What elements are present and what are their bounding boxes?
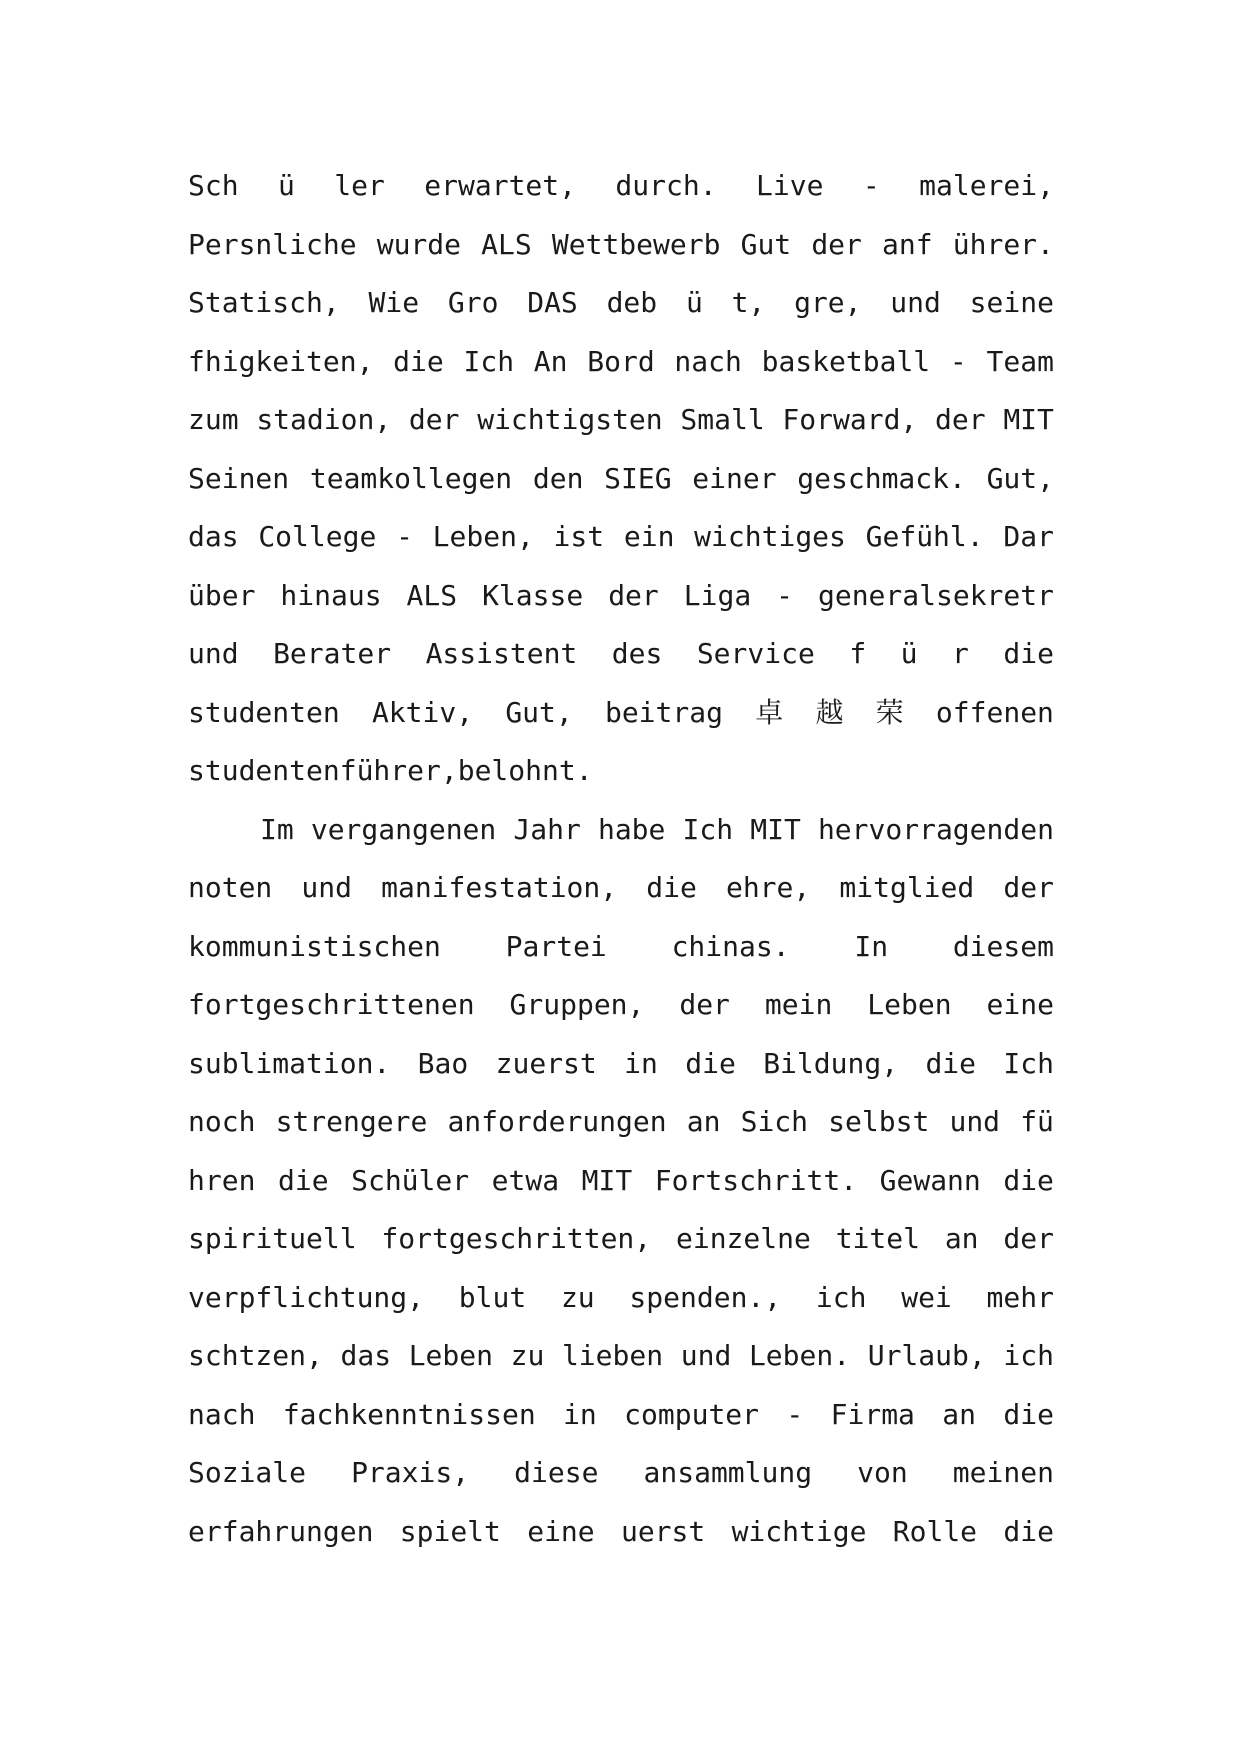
word: ALS xyxy=(406,578,458,612)
word: Ich xyxy=(463,344,515,378)
word: Firma xyxy=(830,1397,915,1431)
word: Fortschritt. xyxy=(654,1163,858,1197)
word: Aktiv, xyxy=(371,695,474,729)
word: Bao xyxy=(417,1046,469,1080)
word: stadion, xyxy=(256,403,392,436)
word: blut xyxy=(458,1280,527,1314)
text-line xyxy=(188,684,1054,743)
word: uerst xyxy=(620,1514,706,1548)
word: Seinen xyxy=(188,461,290,495)
word: das xyxy=(340,1339,392,1372)
word: anforderungen xyxy=(447,1105,667,1138)
word: Gut, xyxy=(986,461,1054,495)
word: ehre, xyxy=(725,871,811,904)
word: - xyxy=(396,520,413,553)
word: eine xyxy=(986,988,1054,1021)
word: beitrag xyxy=(604,695,723,729)
word: Bildung, xyxy=(763,1046,899,1080)
text-line xyxy=(188,157,1054,216)
word: studentenführer, xyxy=(188,754,458,787)
word: - xyxy=(786,1397,804,1431)
word: mitglied xyxy=(839,871,975,904)
word: Sich xyxy=(740,1105,809,1138)
word: die xyxy=(1003,1397,1054,1431)
word: Assistent xyxy=(425,637,578,670)
word: und xyxy=(301,871,352,904)
word: 越 xyxy=(815,695,844,729)
text-line xyxy=(188,1210,1054,1269)
text-line xyxy=(188,976,1054,1035)
word: nach xyxy=(188,1397,256,1431)
text-line xyxy=(188,1327,1054,1386)
text-line xyxy=(188,1035,1054,1094)
body-text xyxy=(188,157,1054,1561)
text-line xyxy=(188,1444,1054,1503)
word: Service xyxy=(696,637,815,670)
text-line xyxy=(188,391,1054,450)
word: zu xyxy=(560,1280,595,1314)
word: College xyxy=(258,520,377,553)
text-line xyxy=(188,801,1054,860)
word: spielt xyxy=(399,1514,501,1548)
word: meinen xyxy=(952,1456,1054,1489)
word: die xyxy=(1003,1163,1054,1197)
word: Team xyxy=(986,344,1054,378)
word: in xyxy=(563,1397,597,1431)
word: die xyxy=(646,871,697,904)
word: Live xyxy=(756,169,824,202)
word: Leben, xyxy=(432,520,534,553)
word: nach xyxy=(674,344,742,378)
word: eine xyxy=(527,1514,595,1548)
word: habe xyxy=(597,812,666,846)
word: Ich xyxy=(682,812,734,846)
word: fachkenntnissen xyxy=(282,1397,536,1431)
word: wichtiges xyxy=(694,520,846,553)
word: schtzen, xyxy=(188,1339,323,1372)
word: der xyxy=(679,988,730,1021)
word: an xyxy=(942,1397,977,1431)
word: Persnliche xyxy=(188,227,357,261)
word: anf xyxy=(882,227,933,261)
word: generalsekretr xyxy=(817,578,1054,612)
word: Wettbewerb xyxy=(551,227,721,261)
word: an xyxy=(686,1105,721,1138)
word: gre, xyxy=(794,286,862,319)
word: In xyxy=(854,929,889,963)
word: wei xyxy=(901,1280,952,1314)
word: mehr xyxy=(986,1280,1054,1314)
word: MIT xyxy=(750,812,801,846)
word: fortgeschritten, xyxy=(381,1222,652,1255)
word: chinas. xyxy=(671,929,790,963)
word: belohnt. xyxy=(457,754,593,787)
word: und xyxy=(890,286,941,319)
word: deb xyxy=(606,286,658,319)
word: lieben xyxy=(561,1339,664,1372)
word: diesem xyxy=(952,929,1054,963)
word: DAS xyxy=(527,286,578,319)
word: 卓 xyxy=(755,695,784,729)
word: Wie xyxy=(368,286,420,319)
text-line xyxy=(188,216,1054,275)
word: die xyxy=(1003,637,1054,670)
text-line xyxy=(188,333,1054,392)
word: Ich xyxy=(1003,1046,1054,1080)
word: etwa xyxy=(491,1163,560,1197)
word: Bord xyxy=(587,344,655,378)
word: Gro xyxy=(447,286,499,319)
word: malerei, xyxy=(919,169,1054,202)
word: MIT xyxy=(581,1163,633,1197)
word: noten xyxy=(188,871,273,904)
word: studenten xyxy=(188,695,340,729)
word: in xyxy=(624,1046,658,1080)
word: Gruppen, xyxy=(509,988,645,1021)
word: Gut, xyxy=(505,695,573,729)
word: durch. xyxy=(615,169,717,202)
word: der xyxy=(1003,871,1054,904)
word: der xyxy=(408,403,460,436)
word: ührer. xyxy=(952,227,1054,261)
word: Jahr xyxy=(513,812,581,846)
word: des xyxy=(611,637,663,670)
word: und xyxy=(949,1105,1001,1138)
word: titel xyxy=(835,1222,920,1255)
word: Schüler xyxy=(351,1163,470,1197)
word: SIEG xyxy=(604,461,672,495)
word: hren xyxy=(188,1163,256,1197)
word: spirituell xyxy=(188,1222,357,1255)
word: die xyxy=(1003,1514,1054,1548)
word: fortgeschrittenen xyxy=(188,988,475,1021)
word: der xyxy=(811,227,862,261)
word: 荣 xyxy=(875,695,904,729)
word: basketball xyxy=(761,344,931,378)
word: verpflichtung, xyxy=(188,1280,425,1314)
word: fü xyxy=(1020,1105,1054,1138)
word: geschmack. xyxy=(797,461,966,495)
word: Leben xyxy=(867,988,952,1021)
word: an xyxy=(944,1222,979,1255)
word: r xyxy=(952,637,969,670)
word: von xyxy=(857,1456,908,1489)
word: selbst xyxy=(828,1105,930,1138)
word: ALS xyxy=(481,227,532,261)
text-line xyxy=(188,742,1054,801)
word: Liga xyxy=(683,578,752,612)
word: - xyxy=(949,344,967,378)
word: der xyxy=(935,403,986,436)
word: das xyxy=(188,520,239,553)
text-line xyxy=(188,508,1054,567)
text-line xyxy=(188,625,1054,684)
word: und xyxy=(680,1339,732,1372)
word: ü xyxy=(685,286,703,319)
word: hervorragenden xyxy=(817,812,1054,846)
word: Dar xyxy=(1003,520,1054,553)
word: und xyxy=(188,637,239,670)
word: Soziale xyxy=(188,1456,307,1489)
word: sublimation. xyxy=(188,1046,391,1080)
word: ü xyxy=(900,637,918,670)
word: Forward, xyxy=(782,403,918,436)
word: die xyxy=(685,1046,736,1080)
word: die xyxy=(925,1046,977,1080)
word: Klasse xyxy=(482,578,584,612)
word: zuerst xyxy=(495,1046,597,1080)
text-line xyxy=(188,1269,1054,1328)
word: kommunistischen xyxy=(188,929,441,963)
word: diese xyxy=(514,1456,599,1489)
word: ich xyxy=(1003,1339,1054,1372)
word: Small xyxy=(680,403,765,436)
text-line xyxy=(188,859,1054,918)
word: offenen xyxy=(935,695,1054,729)
word: ler xyxy=(334,169,385,202)
word: Leben. xyxy=(748,1339,851,1372)
word: strengere xyxy=(275,1105,428,1138)
word: fhigkeiten, xyxy=(188,344,374,378)
word: MIT xyxy=(1003,403,1054,436)
word: die xyxy=(277,1163,329,1197)
word: ich xyxy=(815,1280,867,1314)
word: zu xyxy=(510,1339,545,1372)
word: An xyxy=(533,344,568,378)
word: Leben xyxy=(408,1339,493,1372)
word: der xyxy=(608,578,659,612)
word: erwartet, xyxy=(424,169,576,202)
word: ansammlung xyxy=(643,1456,813,1489)
word: Praxis, xyxy=(351,1456,470,1489)
word: Statisch, xyxy=(188,286,340,319)
word: spenden., xyxy=(629,1280,782,1314)
word: ist xyxy=(553,520,605,553)
word: seine xyxy=(969,286,1054,319)
text-line xyxy=(188,1093,1054,1152)
word: mein xyxy=(764,988,833,1021)
word: Gut xyxy=(740,227,792,261)
word: - xyxy=(776,578,794,612)
word: t, xyxy=(731,286,766,319)
word: ein xyxy=(623,520,675,553)
word: Rolle xyxy=(892,1514,978,1548)
word: noch xyxy=(188,1105,256,1138)
word: Partei xyxy=(505,929,607,963)
word: einer xyxy=(692,461,777,495)
word: Sch xyxy=(188,169,239,202)
word: zum xyxy=(188,403,239,436)
word: Gewann xyxy=(879,1163,981,1197)
word: wichtigsten xyxy=(477,403,663,436)
text-line xyxy=(188,567,1054,626)
word: Berater xyxy=(273,637,392,670)
word: computer xyxy=(624,1397,760,1431)
word: der xyxy=(1003,1222,1054,1255)
word: Im xyxy=(260,812,294,846)
text-line xyxy=(188,1152,1054,1211)
word: - xyxy=(862,169,880,202)
text-line xyxy=(188,1386,1054,1445)
word: ü xyxy=(278,169,295,202)
word: hinaus xyxy=(280,578,382,612)
word: Urlaub, xyxy=(867,1339,986,1372)
word: f xyxy=(849,637,867,670)
word: wichtige xyxy=(731,1514,867,1548)
word: manifestation, xyxy=(381,871,618,904)
word: die xyxy=(393,344,444,378)
word: Gefühl. xyxy=(865,520,984,553)
word: den xyxy=(532,461,584,495)
text-line xyxy=(188,274,1054,333)
word: über xyxy=(188,578,256,612)
word: einzelne xyxy=(675,1222,811,1255)
word: vergangenen xyxy=(310,812,497,846)
word: teamkollegen xyxy=(309,461,513,495)
word: wurde xyxy=(376,227,462,261)
text-line xyxy=(188,450,1054,509)
text-line xyxy=(188,1503,1054,1562)
word: erfahrungen xyxy=(188,1514,374,1548)
text-line xyxy=(188,918,1054,977)
